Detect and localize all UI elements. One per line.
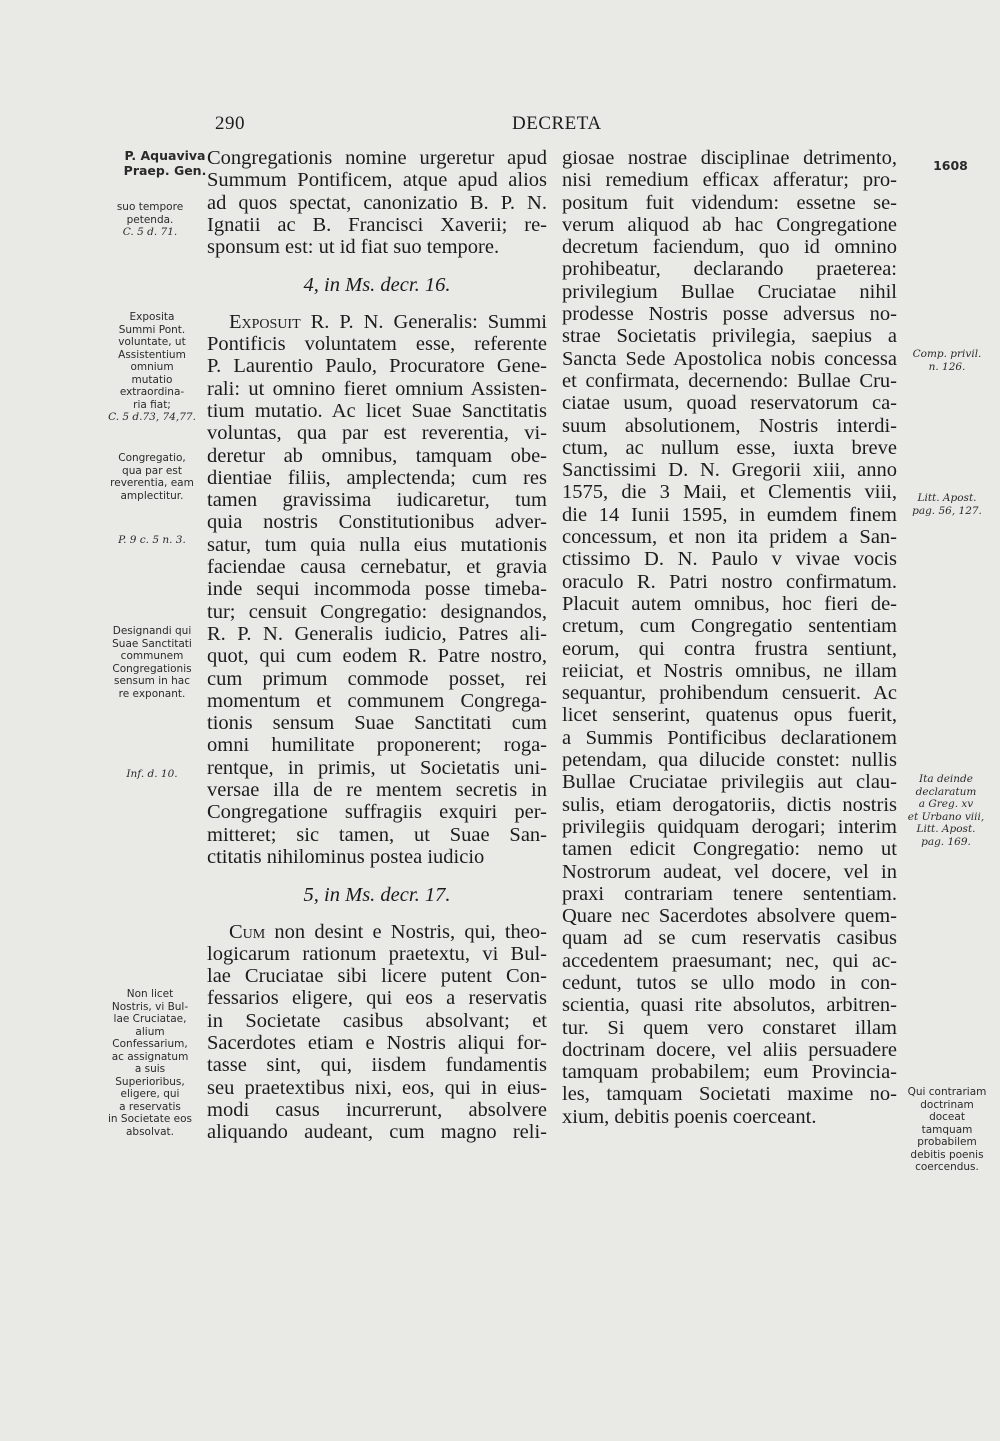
paragraph: Exposuit R. P. N. Generalis: Summi Pontificis voluntatem esse, referente P. Laurentio Paulo, Procuratore Gene- rali: ut omnino fieret omnium Assisten- tium mutatio. Ac licet Suae Sanctitatis voluntas, qua par est reverentia, vi- deretur ab omnibus, tamquam obe- dientiae filiis, amplectenda; cum res tamen gravissima iudicaretur, tum quia nostris Constitutionibus adver- satur, tum quia nulla eius mutationis faciendae causa cernebatur, et gravia inde sequi incommoda posse timeba- tur; censuit Congregatio: designandos, R. P. N. Generalis iudicio, Patres ali- quot, qui cum eodem R. Patre nostro, cum primum commode posset, rei momentum et communem Congrega- tionis sensum Suae Sanctitati cum omni humilitate proponerent; roga- rentque, in primis, ut Societatis uni- versae illa de re mentem secretis in Congregatione suffragiis exquiri per- mitteret; sic tamen, ut Suae San- ctitatis nihilominus postea iudicio (207, 310, 547, 868)
paragraph: giosae nostrae disciplinae detrimento, nisi remedium efficax afferatur; pro- positum fuit videndum: essetne se- verum aliquod ab hac Congregatione decretum faciendum, quo id omnino prohibeatur, declarando praeterea: privilegium Bullae Cruciatae nihil prodesse Nostris posse adversus no- strae Societatis privilegia, saepius a Sancta Sede Apostolica nobis concessa et confirmata, decernendo: Bullae Cru- ciatae usum, quoad reservatorum ca- suum absolutionem, Nostris interdi- ctum, ac nullum esse, iuxta breve Sanctissimi D. N. Gregorii xiii, anno 1575, die 3 Maii, et Clementis viii, die 14 Iunii 1595, in eumdem finem concessum, et non ita pridem a San- ctissimo D. N. Paulo v vivae vocis oraculo R. Patri nostro confirmatum. Placuit autem omnibus, hoc fieri de- cretum, cum Congregatio sententiam eorum, qui contra frustra sentiunt, reiiciat, et Nostris omnibus, ne illam sequantur, prohibendum censuerit. Ac licet senserint, quatenus opus fuerit, a Summis Pontificibus declarationem petendam, qua dilucide constet: nullis Bullae Cruciatae privilegiis aut clau- sulis, etiam derogatoriis, dictis nostris privilegiis quidquam derogari; interim tamen edicit Congregatio: nemo ut Nostrorum audeat, vel docere, vel in praxi contrariam tenere sententiam. Quare nec Sacerdotes absolvere quem- quam ad se cum reservatis casibus accedentem praesumant; nec, qui ac- cedunt, tutos se ullo modo in con- scientia, quasi rite absolutos, arbitren- tur. Si quem vero constaret illam doctrinam docere, vel aliis persuadere tamquam probabilem; eum Provincia- les, tamquam Societati maxime no- xium, debitis poenis coerceant. (562, 147, 897, 1128)
decree-heading: 4, in Ms. decr. 16. (303, 274, 451, 297)
margin-reference: Litt. Apost. pag. 56, 127. (912, 492, 982, 517)
page-number: 290 (215, 113, 245, 134)
margin-note: Non licet Nostris, vi Bul- lae Cruciatae, alium Confessarium, ac assignatum a suis Superioribus, eligere, qui a reservatis in Societate eos absolvat. (108, 988, 192, 1138)
margin-note: Exposita Summi Pont. voluntate, ut Assistentium omnium mutatio extraordina- ria fiat; C. 5 d.73, 74,77. (96, 311, 208, 424)
margin-author-line: Praep. Gen. (123, 163, 207, 178)
margin-note: Congregatio, qua par est reverentia, eam amplectitur. (110, 452, 194, 502)
text-column-right (562, 147, 897, 1128)
margin-note: Designandi qui Suae Sanctitati communem Congregationis sensum in hac re exponant. (112, 625, 192, 700)
paragraph: Congregationis nomine urgeretur apud Summum Pontificem, atque apud alios ad quos spectat, canonizatio B. P. N. Ignatii ac B. Francisci Xaverii; re- sponsum est: ut id fiat suo tempore. (207, 147, 547, 259)
decree-heading: 5, in Ms. decr. 17. (303, 884, 451, 907)
lead-word: Cum (229, 920, 266, 943)
year-label: 1608 (933, 158, 968, 173)
running-title: DECRETA (512, 113, 602, 134)
margin-reference: Inf. d. 10. (126, 768, 178, 780)
margin-reference: C. 5 d. 71. (122, 226, 178, 238)
paragraph: Cum non desint e Nostris, qui, theo- logicarum rationum praetextu, vi Bul- lae Cruciatae sibi licere putent Con- fessarios eligere, qui eos a reservatis in Societate casibus absolvant; et Sacerdotes etiam e Nostris aliqui for- tasse sint, qui, iisdem fundamentis seu praetextibus nixi, eos, qui in eius- modi casus incurrerunt, absolvere aliquando audeant, cum magno reli- (207, 920, 547, 1144)
margin-note: suo tempore petenda. C. 5 d. 71. (100, 201, 200, 239)
margin-reference: C. 5 d.73, 74,77. (108, 411, 196, 423)
margin-note: Qui contrariam doctrinam doceat tamquam probabilem debitis poenis coercendus. (907, 1086, 987, 1173)
margin-reference: P. 9 c. 5 n. 3. (118, 534, 186, 546)
margin-author-line: P. Aquaviva (124, 148, 206, 163)
text-column-left (207, 147, 547, 1143)
lead-word: Exposuit (229, 310, 301, 333)
margin-reference: Ita deinde declaratum a Greg. xv et Urbano viii, Litt. Apost. pag. 169. (907, 773, 985, 848)
margin-reference: Comp. privil. n. 126. (912, 348, 982, 373)
